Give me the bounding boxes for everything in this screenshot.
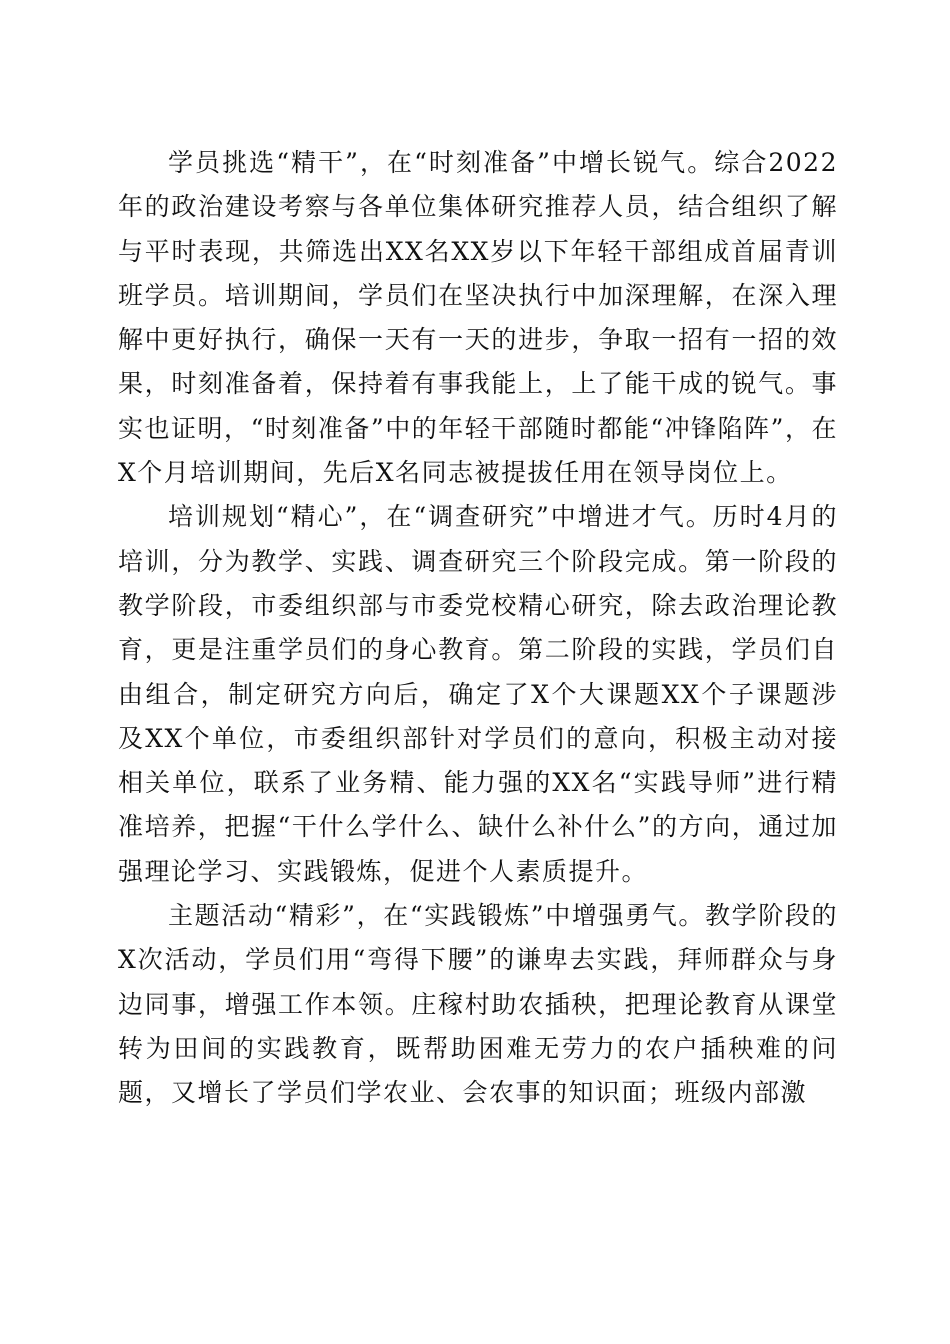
paragraph-2: 培训规划“精心”，在“调查研究”中增进才气。历时4月的培训，分为教学、实践、调查研究三个阶段完成。第一阶段的教学阶段，市委组织部与市委党校精心研究，除去政治理论教育，更是注重学员们的身心教育。第二阶段的实践，学员们自由组合，制定研究方向后，确定了X个大课题XX个子课题涉及XX个单位，市委组织部针对学员们的意向，积极主动对接相关单位，联系了业务精、能力强的XX名“实践导师”进行精准培养，把握“干什么学什么、缺什么补什么”的方向，通过加强理论学习、实践锻炼，促进个人素质提升。	[118, 502, 838, 886]
document-body	[118, 141, 838, 1116]
paragraph-1: 学员挑选“精干”，在“时刻准备”中增长锐气。综合2022年的政治建设考察与各单位集体研究推荐人员，结合组织了解与平时表现，共筛选出XX名XX岁以下年轻干部组成首届青训班学员。培训期间，学员们在坚决执行中加深理解，在深入理解中更好执行，确保一天有一天的进步，争取一招有一招的效果，时刻准备着，保持着有事我能上，上了能干成的锐气。事实也证明，“时刻准备”中的年轻干部随时都能“冲锋陷阵”，在X个月培训期间，先后X名同志被提拔任用在领导岗位上。	[118, 148, 838, 488]
paragraph-3: 主题活动“精彩”，在“实践锻炼”中增强勇气。教学阶段的X次活动，学员们用“弯得下腰”的谦卑去实践，拜师群众与身边同事，增强工作本领。庄稼村助农插秧，把理论教育从课堂转为田间的实践教育，既帮助困难无劳力的农户插秧难的问题，又增长了学员们学农业、会农事的知识面；班级内部激	[118, 901, 838, 1108]
